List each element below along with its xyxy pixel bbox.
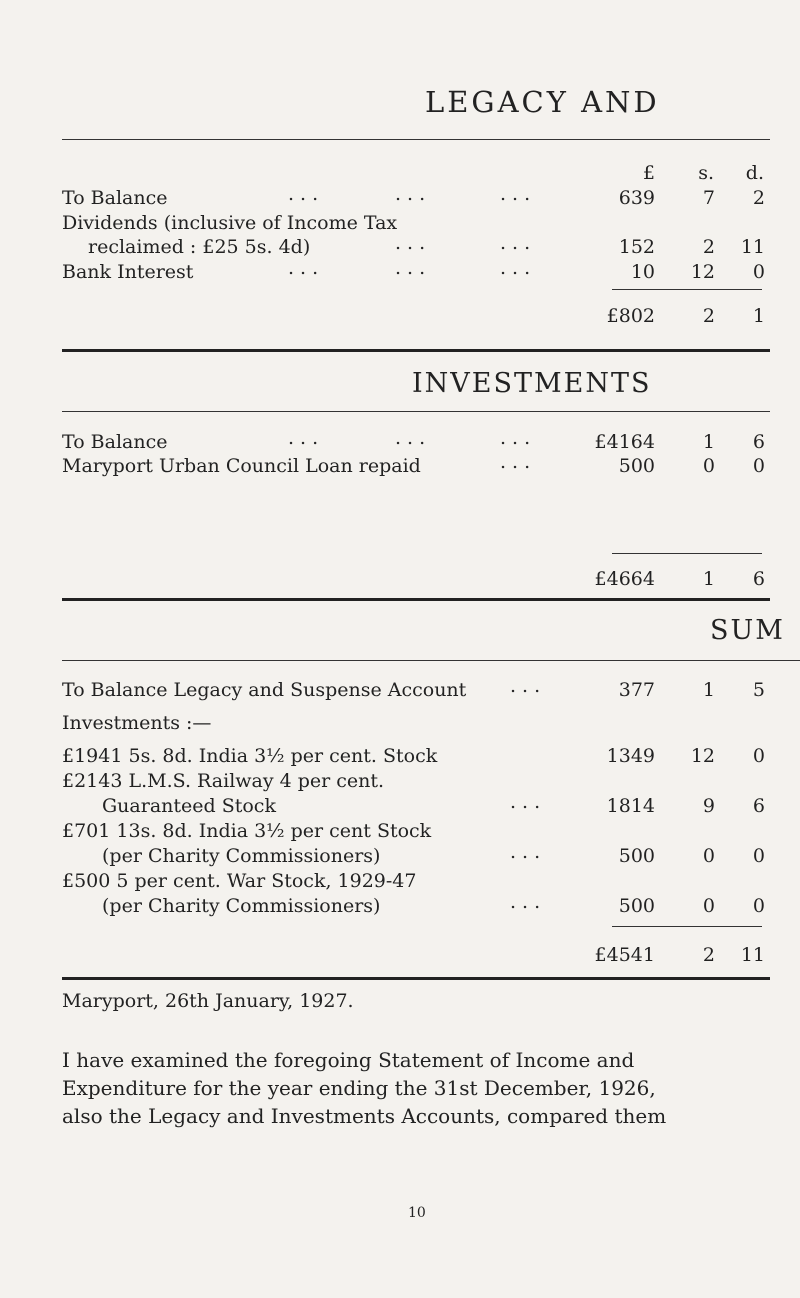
audit-paragraph-line: Expenditure for the year ending the 31st December, 1926,	[62, 1076, 656, 1100]
legacy-row-shillings: 12	[690, 261, 715, 283]
summary-row-shillings: 12	[690, 745, 715, 767]
leader-dots: ...	[395, 257, 432, 279]
summary-row-label: £1941 5s. 8d. India 3½ per cent. Stock	[62, 745, 438, 767]
place-date: Maryport, 26th January, 1927.	[62, 990, 354, 1012]
summary-row-label: (per Charity Commissioners)	[102, 895, 381, 917]
legacy-total-pounds: £802	[606, 305, 655, 327]
sum-rule	[612, 553, 762, 554]
legacy-row-label: Dividends (inclusive of Income Tax	[62, 212, 398, 234]
investments-rule	[62, 411, 770, 412]
leader-dots: ...	[510, 841, 547, 863]
leader-dots: ...	[510, 675, 547, 697]
investments-row-label: To Balance	[62, 431, 168, 453]
investments-row-pounds: £4164	[594, 431, 655, 453]
summary-row-shillings: 0	[702, 845, 715, 867]
summary-row-label: (per Charity Commissioners)	[102, 845, 381, 867]
page-number: 10	[408, 1205, 426, 1221]
legacy-row-pounds: 639	[618, 187, 655, 209]
investments-row-shillings: 0	[702, 455, 715, 477]
summary-row-label: To Balance Legacy and Suspense Account	[62, 679, 467, 701]
leader-dots: ...	[288, 257, 325, 279]
investments-row-pence: 0	[752, 455, 765, 477]
section-divider	[62, 598, 770, 601]
col-header-pence: d.	[745, 162, 764, 184]
summary-row-shillings: 9	[702, 795, 715, 817]
leader-dots: ...	[288, 183, 325, 205]
investments-row-shillings: 1	[702, 431, 715, 453]
leader-dots: ...	[395, 183, 432, 205]
investments-row-pounds: 500	[618, 455, 655, 477]
summary-total-shillings: 2	[702, 944, 715, 966]
section-divider	[62, 977, 770, 980]
leader-dots: ...	[288, 427, 325, 449]
investments-row-label: Maryport Urban Council Loan repaid	[62, 455, 421, 477]
summary-row-shillings: 0	[702, 895, 715, 917]
summary-rule	[62, 660, 800, 661]
legacy-row-pence: 11	[740, 236, 765, 258]
investments-total-pence: 6	[752, 568, 765, 590]
summary-row-pounds: 500	[618, 895, 655, 917]
summary-title-fragment: SUM	[710, 615, 785, 646]
legacy-row-pounds: 10	[630, 261, 655, 283]
legacy-total-pence: 1	[752, 305, 765, 327]
col-header-pounds: £	[642, 162, 655, 184]
summary-row-label: £701 13s. 8d. India 3½ per cent Stock	[62, 820, 432, 842]
summary-row-pounds: 377	[618, 679, 655, 701]
leader-dots: ...	[500, 183, 537, 205]
summary-row-pounds: 1814	[606, 795, 655, 817]
audit-paragraph-line: I have examined the foregoing Statement of Income and	[62, 1048, 635, 1072]
summary-total-pence: 11	[740, 944, 765, 966]
investments-row-pence: 6	[752, 431, 765, 453]
sum-rule	[612, 926, 762, 927]
investments-total-pounds: £4664	[594, 568, 655, 590]
summary-row-pence: 5	[752, 679, 765, 701]
summary-row-pence: 0	[752, 845, 765, 867]
audit-paragraph-line: also the Legacy and Investments Accounts, compared them	[62, 1104, 667, 1128]
summary-total-pounds: £4541	[594, 944, 655, 966]
sum-rule	[612, 289, 762, 290]
leader-dots: ...	[500, 451, 537, 473]
summary-row-pence: 6	[752, 795, 765, 817]
summary-row-label: Investments :—	[62, 712, 212, 734]
legacy-row-shillings: 2	[702, 236, 715, 258]
legacy-row-shillings: 7	[702, 187, 715, 209]
legacy-row-pounds: 152	[618, 236, 655, 258]
summary-row-shillings: 1	[702, 679, 715, 701]
legacy-row-label: Bank Interest	[62, 261, 194, 283]
page-title: LEGACY AND	[425, 85, 660, 119]
legacy-row-pence: 2	[752, 187, 765, 209]
legacy-row-pence: 0	[752, 261, 765, 283]
leader-dots: ...	[500, 427, 537, 449]
legacy-row-label: reclaimed : £25 5s. 4d)	[88, 236, 311, 258]
summary-row-label: £500 5 per cent. War Stock, 1929-47	[62, 870, 417, 892]
summary-row-pounds: 1349	[606, 745, 655, 767]
header-rule	[62, 139, 770, 140]
leader-dots: ...	[510, 791, 547, 813]
leader-dots: ...	[500, 257, 537, 279]
investments-total-shillings: 1	[702, 568, 715, 590]
leader-dots: ...	[395, 427, 432, 449]
legacy-total-shillings: 2	[702, 305, 715, 327]
summary-row-pence: 0	[752, 745, 765, 767]
leader-dots: ...	[395, 232, 432, 254]
leader-dots: ...	[510, 891, 547, 913]
legacy-row-label: To Balance	[62, 187, 168, 209]
investments-title: INVESTMENTS	[412, 368, 652, 399]
section-divider	[62, 349, 770, 352]
summary-row-pence: 0	[752, 895, 765, 917]
summary-row-label: £2143 L.M.S. Railway 4 per cent.	[62, 770, 385, 792]
leader-dots: ...	[500, 232, 537, 254]
col-header-shillings: s.	[698, 162, 714, 184]
summary-row-label: Guaranteed Stock	[102, 795, 276, 817]
summary-row-pounds: 500	[618, 845, 655, 867]
